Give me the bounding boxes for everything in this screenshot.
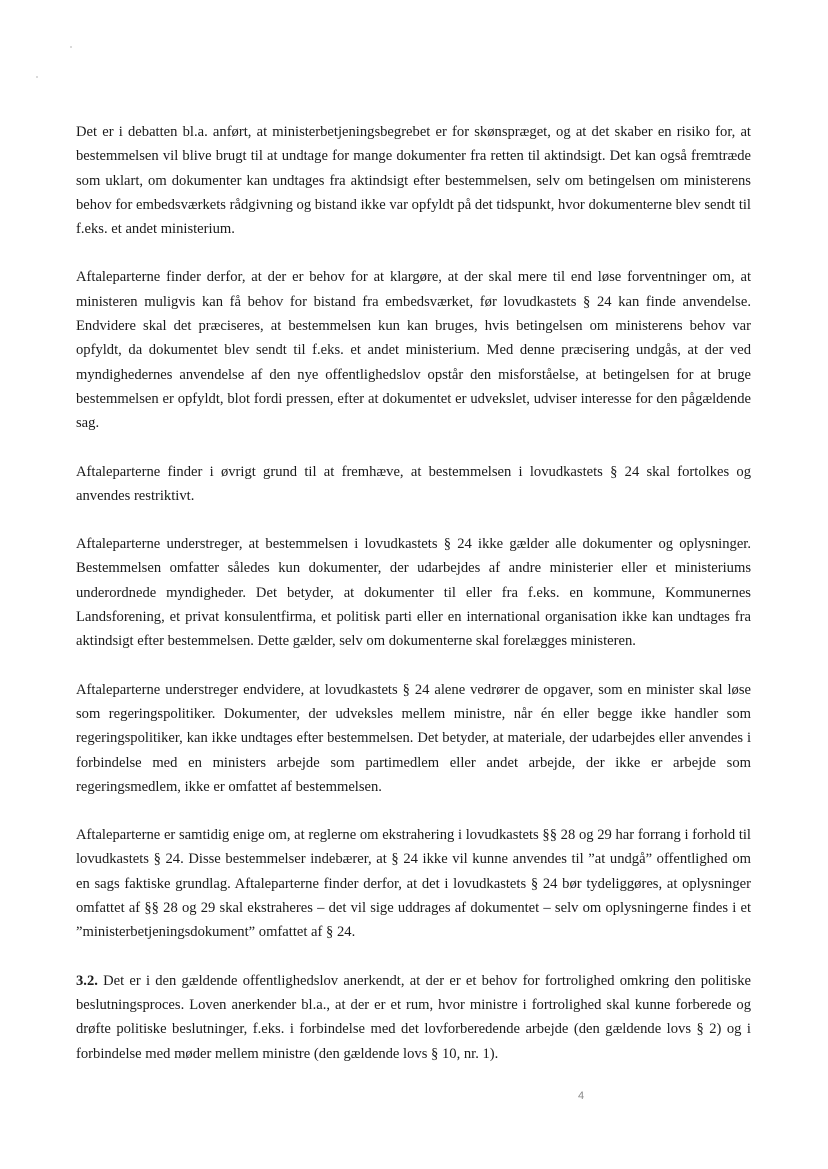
scan-artifact-dot <box>70 46 72 48</box>
paragraph: Det er i debatten bl.a. anført, at ministerbetjeningsbegrebet er for skønspræget, og at det skaber en risiko for, at bestemmelsen vil blive brugt til at undtage for mange dokumenter fra retten til aktindsigt. Det kan også fremtræde som uklart, om dokumenter kan undtages fra aktindsigt efter bestemmelsen, selv om betingelsen om ministerens behov for embedsværkets rådgivning og bistand ikke var opfyldt på det tidspunkt, hvor dokumenterne blev sendt til f.eks. et andet ministerium. <box>76 124 751 238</box>
paragraph: Aftaleparterne finder derfor, at der er behov for at klargøre, at der skal mere til end løse forventninger om, at ministeren muligvis kan få behov for bistand fra embedsværket, før lovudkastets § 24 kan finde anvendelse. Endvidere skal det præciseres, at bestemmelsen kun kan bruges, hvis betingelsen om ministerens behov var opfyldt, da dokumentet blev sendt til f.eks. et andet ministerium. Med denne præcisering undgås, at der ved myndighedernes anvendelse af den nye offentlighedslov opstår den misforståelse, at betingelsen for at bruge bestemmelsen er opfyldt, blot fordi pressen, efter at dokumentet er udvekslet, udviser interesse for den pågældende sag. <box>76 269 751 432</box>
page-number: 4 <box>578 1090 585 1102</box>
section-text: Det er i den gældende offentlighedslov anerkendt, at der er et behov for fortrolighed omkring den politiske beslutningsproces. Loven anerkender bl.a., at der er et rum, hvor ministre i fortrolighed skal kunne forberede og drøfte politiske beslutninger, f.eks. i forbindelse med det lovforberedende arbejde (den gældende lovs § 2) og i forbindelse med møder mellem ministre (den gældende lovs § 10, nr. 1). <box>76 972 751 1062</box>
paragraph: Aftaleparterne understreger, at bestemmelsen i lovudkastets § 24 ikke gælder alle dokumenter og oplysninger. Bestemmelsen omfatter således kun dokumenter, der udarbejdes af andre ministerier eller et ministeriums underordnede myndigheder. Det betyder, at dokumenter til eller fra f.eks. en kommune, Kommunernes Landsforening, et privat konsulentfirma, et politisk parti eller en international organisation ikke kan undtages fra aktindsigt efter bestemmelsen. Dette gælder, selv om dokumenterne skal forelægges ministeren. <box>76 536 751 650</box>
paragraph: Aftaleparterne understreger endvidere, at lovudkastets § 24 alene vedrører de opgaver, som en minister skal løse som regeringspolitiker. Dokumenter, der udveksles mellem ministre, når én eller begge ikke handler som regeringspolitiker, kan ikke undtages efter bestemmelsen. Det betyder, at materiale, der udarbejdes eller anvendes i forbindelse med en ministers arbejde som partimedlem eller andet arbejde, der ikke er arbejde som regeringsmedlem, ikke er omfattet af bestemmelsen. <box>76 681 751 795</box>
scan-artifact-dot <box>36 76 38 78</box>
document-body <box>76 120 751 1090</box>
paragraph: Aftaleparterne finder i øvrigt grund til at fremhæve, at bestemmelsen i lovudkastets § 24 skal fortolkes og anvendes restriktivt. <box>76 463 751 504</box>
section-number: 3.2. <box>76 972 98 989</box>
section-paragraph <box>76 969 751 1066</box>
paragraph: Aftaleparterne er samtidig enige om, at reglerne om ekstrahering i lovudkastets §§ 28 og 29 har forrang i forhold til lovudkastets § 24. Disse bestemmelser indebærer, at § 24 ikke vil kunne anvendes til ”at undgå” offentlighed om en sags faktiske grundlag. Aftaleparterne finder derfor, at det i lovudkastets § 24 bør tydeliggøres, at oplysninger omfattet af §§ 28 og 29 skal ekstraheres – det vil sige uddrages af dokumentet – selv om oplysningerne findes i et ”ministerbetjeningsdokument” omfattet af § 24. <box>76 827 751 941</box>
